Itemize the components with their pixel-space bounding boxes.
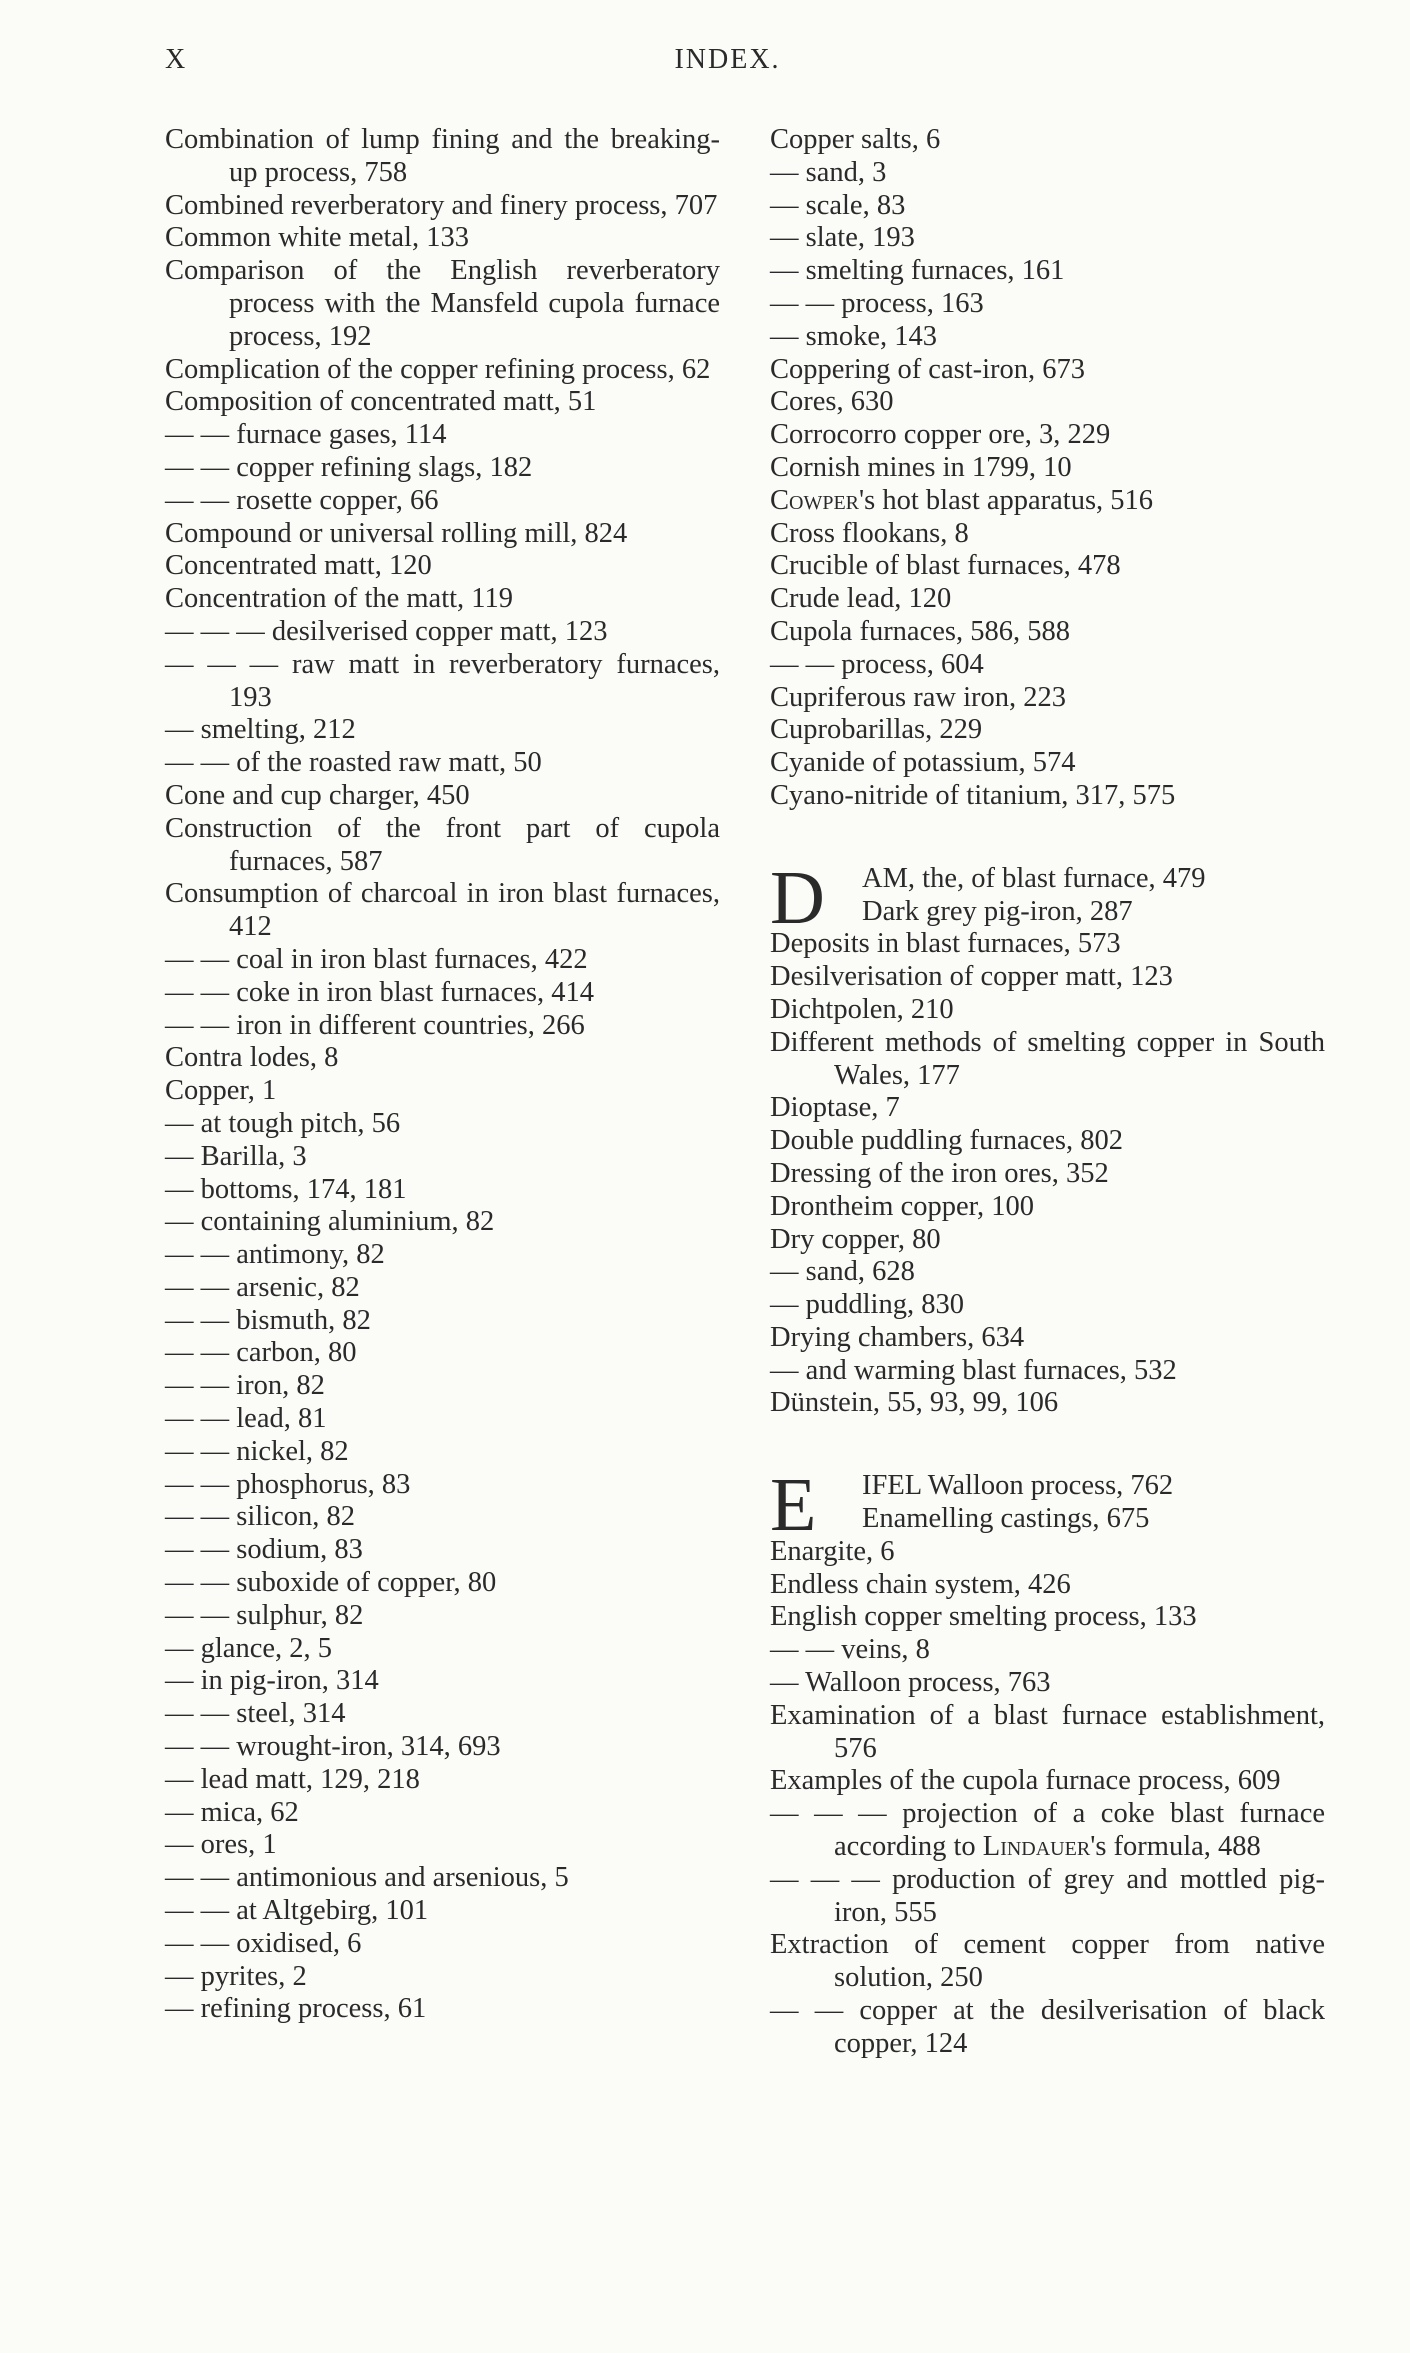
index-entry: Dioptase, 7 (770, 1092, 900, 1124)
name-small-caps: Cowper (770, 484, 860, 516)
index-entry: Complication of the copper refining process, 62 (165, 353, 711, 385)
index-entry: Examples of the cupola furnace process, 609 (770, 1765, 1281, 1797)
index-entry: Different methods of smelting copper in South Wales, 177 (770, 1026, 1325, 1091)
index-entry: AM, the, of blast furnace, 479 (862, 862, 1206, 894)
index-entry: — — process, 604 (770, 648, 984, 680)
index-entry: — refining process, 61 (165, 1993, 427, 2025)
index-entry: Crude lead, 120 (770, 583, 952, 615)
index-entry: Dünstein, 55, 93, 99, 106 (770, 1387, 1059, 1419)
index-entry: Composition of concentrated matt, 51 (165, 386, 597, 418)
index-entry: Concentrated matt, 120 (165, 550, 432, 582)
page-header (165, 44, 1290, 84)
index-entry: — — at Altgebirg, 101 (165, 1895, 429, 1927)
index-entry: — — nickel, 82 (165, 1435, 349, 1467)
index-entry: — — oxidised, 6 (165, 1927, 362, 1959)
index-entry: — — veins, 8 (770, 1634, 930, 1666)
index-entry: Consumption of charcoal in iron blast furnaces, 412 (165, 878, 720, 943)
index-entry: — — wrought-iron, 314, 693 (165, 1731, 501, 1763)
index-entry: — slate, 193 (770, 222, 915, 254)
index-entry: — Barilla, 3 (165, 1140, 307, 1172)
index-entry: IFEL Walloon process, 762 (862, 1470, 1174, 1502)
index-entry: Cornish mines in 1799, 10 (770, 451, 1072, 483)
index-entry: — at tough pitch, 56 (165, 1107, 401, 1139)
index-entry: Dark grey pig-iron, 287 (862, 895, 1133, 927)
index-entry: — smoke, 143 (770, 320, 938, 352)
index-entry: — — bismuth, 82 (165, 1304, 371, 1336)
index-entry: Combination of lump fining and the breaking-up process, 758 (165, 124, 720, 188)
index-entry: Examination of a blast furnace establishment, 576 (770, 1699, 1325, 1764)
index-entry: — — process, 163 (770, 287, 984, 319)
index-entry: — puddling, 830 (770, 1289, 964, 1321)
index-entry: Desilverisation of copper matt, 123 (770, 961, 1173, 993)
index-entry: — — silicon, 82 (165, 1501, 355, 1533)
index-entry: Extraction of cement copper from native solution, 250 (770, 1929, 1325, 1994)
index-entry: Compound or universal rolling mill, 824 (165, 517, 628, 549)
index-entry: — — steel, 314 (165, 1698, 346, 1730)
index-entry: Double puddling furnaces, 802 (770, 1125, 1124, 1157)
index-entry: Cowper's hot blast apparatus, 516 (770, 484, 1154, 516)
index-entry: — — iron in different countries, 266 (165, 1009, 585, 1041)
drop-cap-d: D (770, 855, 825, 940)
index-entry: — — suboxide of copper, 80 (165, 1567, 497, 1599)
index-entry: Cupriferous raw iron, 223 (770, 681, 1067, 713)
index-entry: — scale, 83 (770, 189, 906, 221)
index-entry: — in pig-iron, 314 (165, 1665, 379, 1697)
index-entry: — — copper refining slags, 182 (165, 451, 533, 483)
index-entry: — — coke in iron blast furnaces, 414 (165, 976, 594, 1008)
right-column (770, 124, 1325, 2061)
page-title: INDEX. (674, 44, 781, 75)
index-entry: — — phosphorus, 83 (165, 1468, 411, 1500)
index-entry: Cross flookans, 8 (770, 517, 969, 549)
index-entry: — — of the roasted raw matt, 50 (165, 747, 542, 779)
index-entry: — glance, 2, 5 (165, 1632, 332, 1664)
section-gap (770, 1420, 1325, 1470)
section-d (770, 855, 1325, 940)
index-entry: Cyanide of potassium, 574 (770, 747, 1076, 779)
index-entry: Coppering of cast-iron, 673 (770, 353, 1086, 385)
name-small-caps: Lindauer (982, 1831, 1091, 1863)
index-entry: Enamelling castings, 675 (862, 1503, 1150, 1535)
index-entry: — — — production of grey and mottled pig-iron, 555 (770, 1863, 1325, 1928)
index-entry: — pyrites, 2 (165, 1960, 307, 1992)
left-column (165, 124, 720, 2026)
index-entry: Corrocorro copper ore, 3, 229 (770, 419, 1111, 451)
index-entry: — — lead, 81 (165, 1403, 327, 1435)
index-entry: English copper smelting process, 133 (770, 1601, 1197, 1633)
index-entry: — sand, 3 (770, 156, 887, 188)
index-entry: — — — raw matt in reverberatory furnaces, 193 (165, 648, 720, 713)
index-entry: — lead matt, 129, 218 (165, 1763, 420, 1795)
index-entry: Crucible of blast furnaces, 478 (770, 550, 1121, 582)
index-entry: Combined reverberatory and finery process, 707 (165, 189, 718, 221)
index-entry: Cuprobarillas, 229 (770, 714, 983, 746)
index-entry: Contra lodes, 8 (165, 1042, 339, 1074)
index-entry: Copper salts, 6 (770, 124, 941, 155)
index-entry: — — sulphur, 82 (165, 1599, 364, 1631)
index-entry: — — sodium, 83 (165, 1534, 363, 1566)
index-entry: — ores, 1 (165, 1829, 277, 1861)
drop-cap-e: E (770, 1463, 817, 1548)
index-entry: Dry copper, 80 (770, 1223, 941, 1255)
index-entry: — — — projection of a coke blast furnace according to Lindauer's formula, 488 (770, 1798, 1325, 1863)
index-entry: Enargite, 6 (770, 1535, 895, 1567)
page-number: X (165, 44, 188, 75)
index-entry: — — furnace gases, 114 (165, 419, 447, 451)
index-entry: — sand, 628 (770, 1256, 915, 1288)
index-entry: — — antimony, 82 (165, 1239, 385, 1271)
index-entry: — — arsenic, 82 (165, 1271, 360, 1303)
c-entries (770, 124, 1325, 813)
index-entry: Cores, 630 (770, 386, 894, 418)
index-entry: — bottoms, 174, 181 (165, 1173, 407, 1205)
index-entry: Copper, 1 (165, 1075, 277, 1107)
index-entry: Cyano-nitride of titanium, 317, 575 (770, 779, 1176, 811)
index-entry: — mica, 62 (165, 1796, 299, 1828)
index-entry: Common white metal, 133 (165, 222, 469, 254)
index-entry: Dressing of the iron ores, 352 (770, 1157, 1109, 1189)
index-entry: — — carbon, 80 (165, 1337, 357, 1369)
index-entry: Comparison of the English reverberatory process with the Mansfeld cupola furnace process, 192 (165, 255, 720, 352)
index-entry: Drontheim copper, 100 (770, 1190, 1035, 1222)
index-entry: Dichtpolen, 210 (770, 993, 954, 1025)
index-entry: Cone and cup charger, 450 (165, 779, 470, 811)
section-e (770, 1463, 1325, 1548)
index-entry: — containing aluminium, 82 (165, 1206, 495, 1238)
index-entry: Cupola furnaces, 586, 588 (770, 615, 1070, 647)
index-entry: — — antimonious and arsenious, 5 (165, 1862, 569, 1894)
index-entry: — — coal in iron blast furnaces, 422 (165, 943, 588, 975)
index-entry: — — copper at the desilverisation of black copper, 124 (770, 1995, 1325, 2059)
index-entry: Drying chambers, 634 (770, 1321, 1025, 1353)
index-entry: — smelting furnaces, 161 (770, 255, 1065, 287)
index-entry: Endless chain system, 426 (770, 1568, 1071, 1600)
e-entries (770, 1536, 1325, 2061)
index-entry: — smelting, 212 (165, 714, 356, 746)
section-gap (770, 813, 1325, 863)
index-entry: — and warming blast furnaces, 532 (770, 1354, 1177, 1386)
index-entry: — Walloon process, 763 (770, 1667, 1051, 1699)
index-entry: Concentration of the matt, 119 (165, 583, 513, 615)
d-entries (770, 928, 1325, 1420)
index-entry: — — rosette copper, 66 (165, 484, 439, 516)
index-entry: Deposits in blast furnaces, 573 (770, 928, 1121, 960)
index-entry: — — iron, 82 (165, 1370, 325, 1402)
index-entry: — — — desilverised copper matt, 123 (165, 615, 608, 647)
index-entry: Construction of the front part of cupola furnaces, 587 (165, 812, 720, 877)
